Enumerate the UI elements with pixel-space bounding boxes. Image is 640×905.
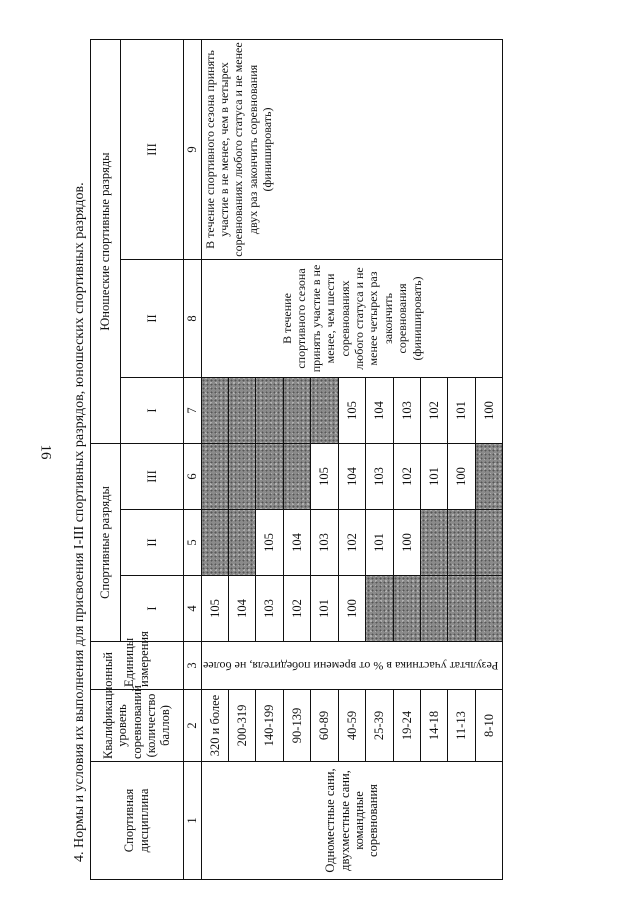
header-unit: Единицы измерения (91, 642, 184, 690)
value-cell-r1: 105 (201, 576, 228, 642)
value-cell-y1: 104 (366, 377, 393, 443)
page-number: 16 (37, 444, 54, 460)
value-cell-r1 (393, 576, 420, 642)
value-cell-r3: 100 (448, 443, 475, 509)
table-row (201, 39, 228, 879)
col-number: 4 (183, 576, 201, 642)
value-cell-r1 (448, 576, 475, 642)
unit-text: Результат участника в % от времени победителя, не более (202, 659, 498, 674)
norms-table-container (90, 40, 498, 880)
qualification-level-cell: 40-59 (338, 690, 365, 762)
qualification-level-cell: 11-13 (448, 690, 475, 762)
header-youth-II: II (121, 259, 183, 377)
value-cell-y1 (311, 377, 338, 443)
header-discipline: Спортивная дисциплина (91, 762, 184, 880)
value-cell-y1: 102 (421, 377, 448, 443)
value-cell-r2: 105 (256, 510, 283, 576)
qualification-level-cell: 140-199 (256, 690, 283, 762)
qualification-level-cell: 90-139 (283, 690, 310, 762)
value-cell-r2 (421, 510, 448, 576)
value-cell-r3: 104 (338, 443, 365, 509)
table-caption: 4. Нормы и условия их выполнения для присвоения I-III спортивных разрядов, юношеских спортивных разрядов. (72, 182, 87, 862)
col-number: 2 (183, 690, 201, 762)
qualification-level-cell: 19-24 (393, 690, 420, 762)
youth-II-condition-cell: В течение спортивного сезона принять участие в не менее, чем шести соревнованиях любого статуса и не менее четырех раз закончить соревнования (финишировать) (201, 259, 503, 377)
value-cell-y1: 100 (475, 377, 503, 443)
youth-III-condition-cell: В течение спортивного сезона принять участие в не менее, чем в четырех соревнованиях любого статуса и не менее двух раз закончить соревнования (финишировать) (201, 39, 503, 259)
value-cell-r3: 105 (311, 443, 338, 509)
qualification-level-cell: 8-10 (475, 690, 503, 762)
qualification-level-cell: 320 и более (201, 690, 228, 762)
header-sport-ranks: Спортивные разряды (91, 443, 121, 641)
header-qualification-level: Квалификационный уровень соревнований (количество баллов) (91, 690, 184, 762)
value-cell-r3 (283, 443, 310, 509)
col-number: 5 (183, 510, 201, 576)
value-cell-r3 (201, 443, 228, 509)
header-youth-III: III (121, 39, 183, 259)
value-cell-r1: 104 (229, 576, 256, 642)
col-number: 1 (183, 762, 201, 880)
value-cell-r3: 103 (366, 443, 393, 509)
value-cell-r3 (229, 443, 256, 509)
value-cell-r1: 101 (311, 576, 338, 642)
norms-table (90, 39, 503, 880)
value-cell-y1: 103 (393, 377, 420, 443)
value-cell-r3: 102 (393, 443, 420, 509)
value-cell-y1 (256, 377, 283, 443)
table-body (201, 39, 503, 879)
qualification-level-cell: 60-89 (311, 690, 338, 762)
value-cell-y1 (229, 377, 256, 443)
value-cell-r1 (475, 576, 503, 642)
unit-cell (201, 642, 503, 690)
value-cell-r3 (475, 443, 503, 509)
value-cell-y1: 101 (448, 377, 475, 443)
value-cell-r1: 102 (283, 576, 310, 642)
header-rank-II: II (121, 510, 183, 576)
qualification-level-cell: 14-18 (421, 690, 448, 762)
header-rank-I: I (121, 576, 183, 642)
value-cell-r2: 101 (366, 510, 393, 576)
value-cell-y1 (283, 377, 310, 443)
value-cell-r3 (256, 443, 283, 509)
value-cell-r1 (366, 576, 393, 642)
value-cell-r2: 104 (283, 510, 310, 576)
col-number: 9 (183, 39, 201, 259)
value-cell-r2: 100 (393, 510, 420, 576)
col-number: 6 (183, 443, 201, 509)
qualification-level-cell: 25-39 (366, 690, 393, 762)
value-cell-y1 (201, 377, 228, 443)
col-number: 8 (183, 259, 201, 377)
value-cell-r1: 100 (338, 576, 365, 642)
discipline-cell: Одноместные сани, двухместные сани, командные соревнования (201, 762, 503, 880)
value-cell-r2: 103 (311, 510, 338, 576)
value-cell-r1 (421, 576, 448, 642)
value-cell-y1: 105 (338, 377, 365, 443)
header-rank-III: III (121, 443, 183, 509)
value-cell-r2 (475, 510, 503, 576)
qualification-level-cell: 200-319 (229, 690, 256, 762)
value-cell-r2 (229, 510, 256, 576)
header-youth-I: I (121, 377, 183, 443)
header-youth-ranks: Юношеские спортивные разряды (91, 39, 121, 443)
value-cell-r3: 101 (421, 443, 448, 509)
value-cell-r2 (201, 510, 228, 576)
value-cell-r2 (448, 510, 475, 576)
col-number: 7 (183, 377, 201, 443)
col-number: 3 (183, 642, 201, 690)
value-cell-r1: 103 (256, 576, 283, 642)
value-cell-r2: 102 (338, 510, 365, 576)
